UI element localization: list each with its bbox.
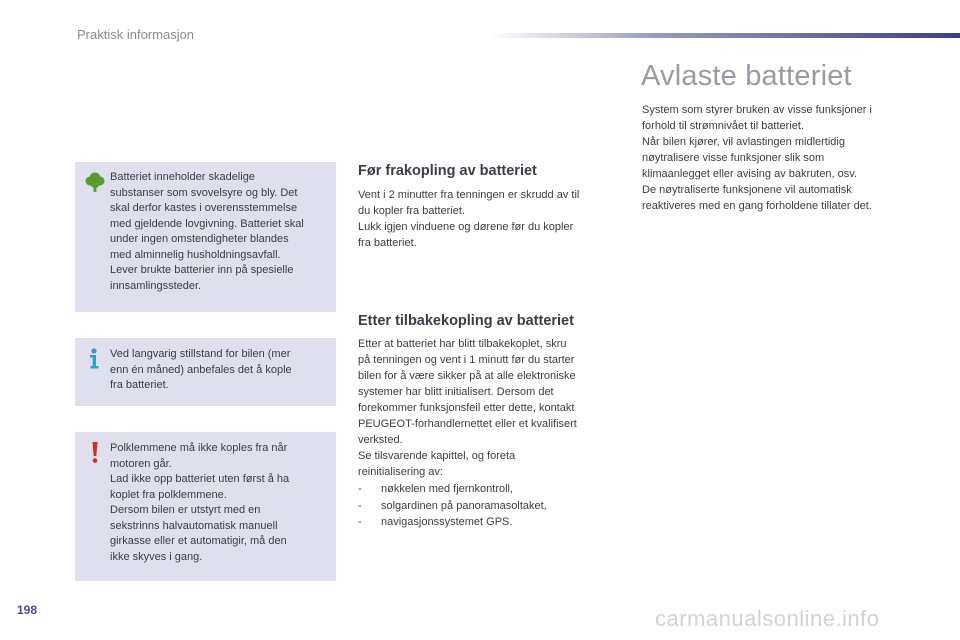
- list-item: [358, 498, 547, 515]
- tree-icon: [83, 170, 107, 194]
- unload-battery-title: Avlaste batteriet: [641, 60, 852, 92]
- section-header: Praktisk informasjon: [77, 27, 195, 42]
- list-item-text: navigasjonssystemet GPS.: [381, 516, 513, 528]
- list-item-text: solgardinen på panoramasoltaket,: [381, 499, 547, 512]
- after-reconnect-text: Etter at batteriet har blitt tilbakekoplet, skru på tenningen og vent i 1 minutt før du starter bilen for å være sikker på at alle elektroniske systemer har blitt initialisert. Dersom det forekommer funksjonsfeil etter dette, kontakt PEUGEOT-forhandlernettet eller et kvalifisert verksted. Se tilsvarende kapittel, og foreta reinitialisering av:: [358, 338, 577, 478]
- header-decorative-bar: [490, 33, 960, 38]
- warning-note-box: [75, 432, 336, 581]
- list-item: [358, 514, 547, 531]
- list-item-text: nøkkelen med fjernkontroll,: [381, 483, 514, 495]
- before-disconnect-text: Vent i 2 minutter fra tenningen er skrudd av til du kopler fra batteriet. Lukk igjen vinduene og dørene før du kopler fra batteriet.: [358, 189, 580, 249]
- warning-note-text: Polklemmene må ikke koples fra når motoren går. Lad ikke opp batteriet uten først å ha koplet fra polklemmene. Dersom bilen er utstyrt med en sekstrinns halvautomatisk manuell girkasse eller et automatigir, må den ikke skyves i gang.: [110, 442, 290, 563]
- reinitialisation-list: [358, 481, 547, 531]
- info-note-box: [75, 338, 336, 406]
- list-item: [358, 481, 547, 498]
- info-note-text: Ved langvarig stillstand for bilen (mer enn én måned) anbefales det å kople fra batteriet.: [110, 348, 292, 391]
- unload-battery-text: System som styrer bruken av visse funksjoner i forhold til strømnivået til batteriet. Når bilen kjører, vil avlastingen midlertidig nøytralisere visse funksjoner slik som klimaanlegget eller avising av bakruten, osv. De nøytraliserte funksjonene vil automatisk reaktiveres med en gang forholdene tillater det.: [642, 104, 872, 212]
- after-reconnect-heading: Etter tilbakekopling av batteriet: [358, 313, 574, 329]
- before-disconnect-heading: Før frakopling av batteriet: [358, 163, 537, 179]
- list-dash: -: [358, 499, 362, 512]
- eco-note-text: Batteriet inneholder skadelige substanser som svovelsyre og bly. Det skal derfor kastes i overensstemmelse med gjeldende lovgivning. Batteriet skal under ingen omstendigheter blandes med alminnelig husholdningsavfall. Lever brukte batterier inn på spesielle innsamlingssteder.: [110, 171, 304, 292]
- eco-note-box: [75, 162, 336, 312]
- list-dash: -: [358, 516, 362, 528]
- page-number: 198: [17, 603, 38, 617]
- exclamation-icon: [83, 440, 107, 464]
- list-dash: -: [358, 483, 362, 495]
- watermark: carmanualsonline.info: [655, 606, 880, 631]
- info-icon: [83, 346, 107, 370]
